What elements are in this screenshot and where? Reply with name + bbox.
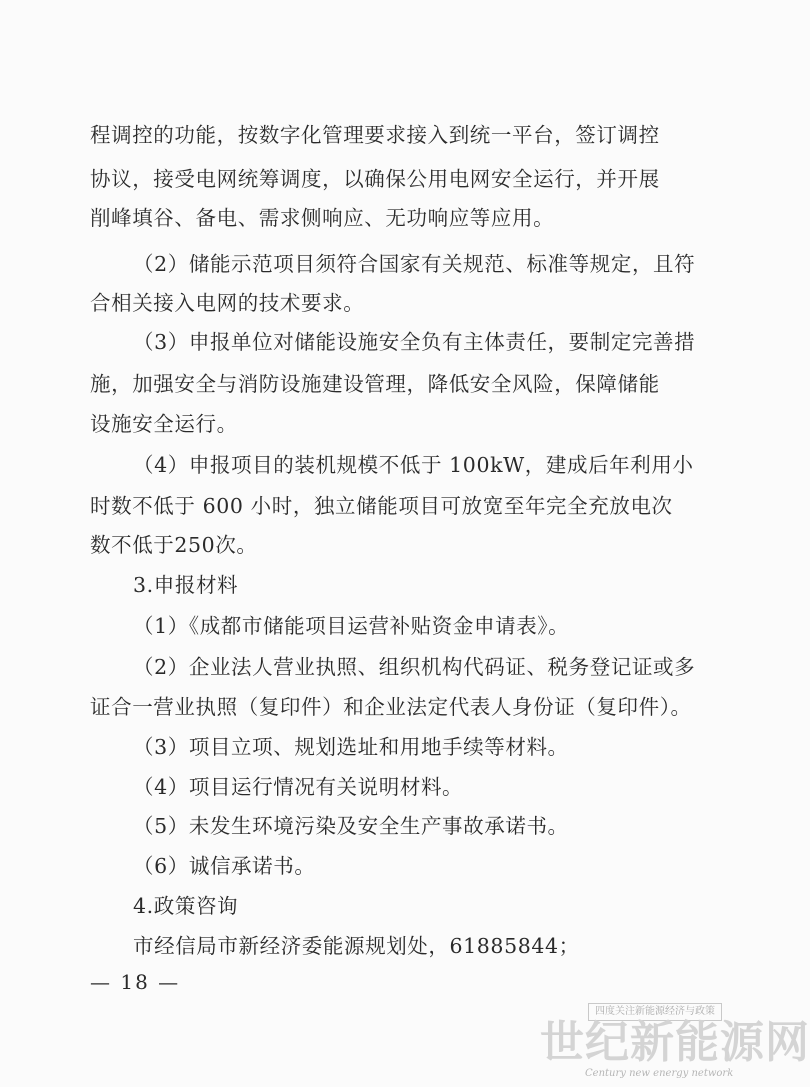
body-text-line: 削峰填谷、备电、需求侧响应、无功响应等应用。 <box>90 206 555 230</box>
body-text-line: 施，加强安全与消防设施建设管理，降低安全风险，保障储能 <box>90 372 660 396</box>
body-text-line: 程调控的功能，按数字化管理要求接入到统一平台，签订调控 <box>90 123 660 147</box>
body-text-line: 合相关接入电网的技术要求。 <box>90 291 365 315</box>
section-heading: 4.政策咨询 <box>133 894 239 918</box>
body-text-line: （3）申报单位对储能设施安全负有主体责任，要制定完善措 <box>133 330 696 354</box>
body-text-line: （4）项目运行情况有关说明材料。 <box>133 775 464 799</box>
body-text-line: 数不低于250次。 <box>90 533 258 557</box>
watermark-english: Century new energy network <box>585 1068 734 1079</box>
page-number: — 18 — <box>90 970 181 994</box>
watermark-logo: 世纪新能源网 <box>540 1017 810 1068</box>
body-text-line: 时数不低于 600 小时，独立储能项目可放宽至年完全充放电次 <box>90 494 673 518</box>
section-heading: 3.申报材料 <box>133 573 239 597</box>
body-text-line: （1）《成都市储能项目运营补贴资金申请表》。 <box>133 614 570 638</box>
watermark-slogan: 四度关注新能源经济与政策 <box>588 1003 722 1021</box>
body-text-line: （2）企业法人营业执照、组织机构代码证、税务登记证或多 <box>133 655 696 679</box>
body-text-line: 协议，接受电网统筹调度，以确保公用电网安全运行，并开展 <box>90 167 660 191</box>
body-text-line: （4）申报项目的装机规模不低于 100kW，建成后年利用小 <box>133 453 694 477</box>
body-text-line: （5）未发生环境污染及安全生产事故承诺书。 <box>133 814 569 838</box>
body-text-line: 市经信局市新经济委能源规划处，61885844； <box>133 934 580 958</box>
body-text-line: 证合一营业执照（复印件）和企业法定代表人身份证（复印件）。 <box>90 695 692 719</box>
body-text-line: （2）储能示范项目须符合国家有关规范、标准等规定，且符 <box>133 252 696 276</box>
body-text-line: 设施安全运行。 <box>90 412 238 436</box>
body-text-line: （3）项目立项、规划选址和用地手续等材料。 <box>133 735 569 759</box>
body-text-line: （6）诚信承诺书。 <box>133 854 316 878</box>
